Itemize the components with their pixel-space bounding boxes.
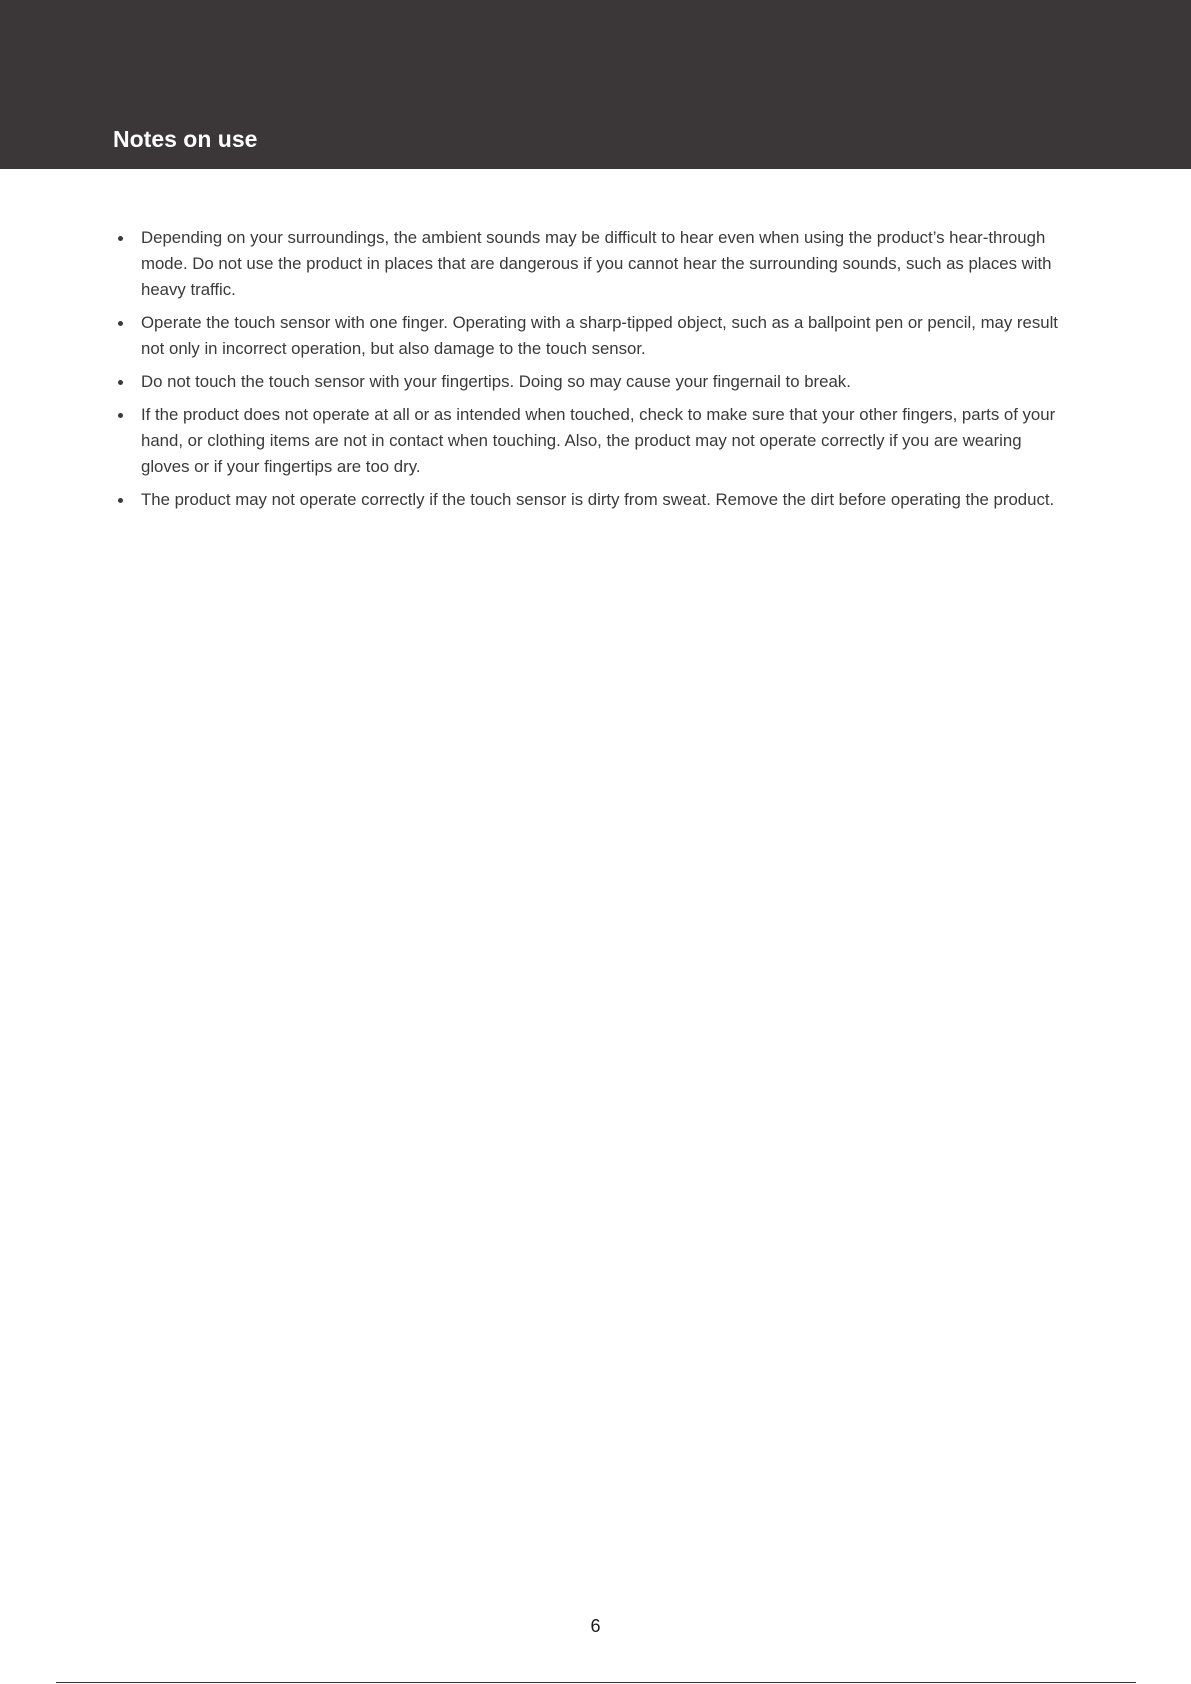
list-item	[113, 402, 1073, 480]
bullet-icon	[118, 413, 123, 418]
header-band	[0, 0, 1191, 169]
note-text: Do not touch the touch sensor with your fingertips. Doing so may cause your fingernail to break.	[141, 372, 851, 391]
note-text: Depending on your surroundings, the ambient sounds may be difficult to hear even when using the product’s hear-through mode. Do not use the product in places that are dangerous if you cannot hear the surrounding sounds, such as places with heavy traffic.	[141, 228, 1052, 299]
page-title: Notes on use	[113, 126, 258, 152]
list-item	[113, 369, 1073, 395]
list-item	[113, 225, 1073, 303]
footer-divider	[56, 1682, 1136, 1683]
bullet-icon	[118, 380, 123, 385]
bullet-icon	[118, 321, 123, 326]
note-text: Operate the touch sensor with one finger. Operating with a sharp-tipped object, such as a ballpoint pen or pencil, may result not only in incorrect operation, but also damage to the touch sensor.	[141, 313, 1058, 358]
list-item	[113, 487, 1073, 513]
bullet-icon	[118, 498, 123, 503]
note-text: If the product does not operate at all or as intended when touched, check to make sure that your other fingers, parts of your hand, or clothing items are not in contact when touching. Also, the product may not operate correctly if you are wearing gloves or if your fingertips are too dry.	[141, 405, 1056, 476]
page-number: 6	[590, 1616, 601, 1636]
list-item	[113, 310, 1073, 362]
note-text: The product may not operate correctly if the touch sensor is dirty from sweat. Remove the dirt before operating the product.	[141, 490, 1055, 509]
bullet-icon	[118, 236, 123, 241]
notes-list	[113, 225, 1073, 520]
